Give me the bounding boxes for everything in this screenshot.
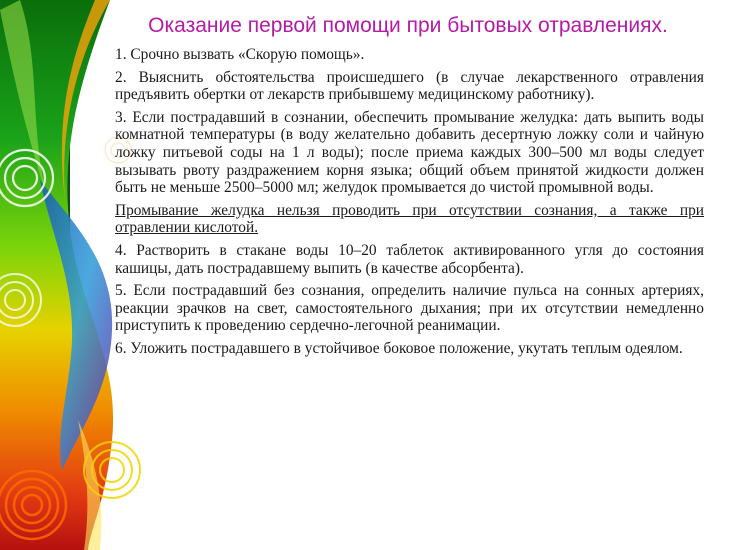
slide-title: Оказание первой помощи при бытовых отравлениях. [148, 14, 668, 37]
warning-note: Промывание желудка нельзя проводить при отсутствии сознания, а также при отравлении кислотой. [115, 201, 704, 237]
step-6: 6. Уложить пострадавшего в устойчивое боковое положение, укутать теплым одеялом. [115, 339, 683, 357]
step-1: 1. Срочно вызвать «Скорую помощь». [115, 46, 365, 63]
step-5: 5. Если пострадавший без сознания, определить наличие пульса на сонных артериях, реакции зрачков на свет, самостоятельного дыхания; при их отсутствии немедленно приступить к проведению сердечно-легочной реанимации. [115, 282, 704, 335]
step-2: 2. Выяснить обстоятельства происшедшего (в случае лекарственного отравления предъявить обертки от лекарств прибывшему медицинскому работнику). [115, 68, 704, 104]
step-4: 4. Растворить в стакане воды 10–20 таблеток активированного угля до состояния кашицы, дать пострадавшему выпить (в качестве абсорбента). [115, 241, 704, 277]
instructions-list [115, 46, 704, 363]
step-3: 3. Если пострадавший в сознании, обеспечить промывание желудка: дать выпить воды комнатной температуры (в воду желательно добавить десертную ложку соли и чайную ложку питьевой соды на 1 л воды); после приема каждых 300–500 мл воды следует вызывать рвоту раздражением корня языка; общий объем принятой жидкости должен быть не меньше 2500–5000 мл; желудок промывается до чистой промывной воды. [115, 108, 704, 197]
